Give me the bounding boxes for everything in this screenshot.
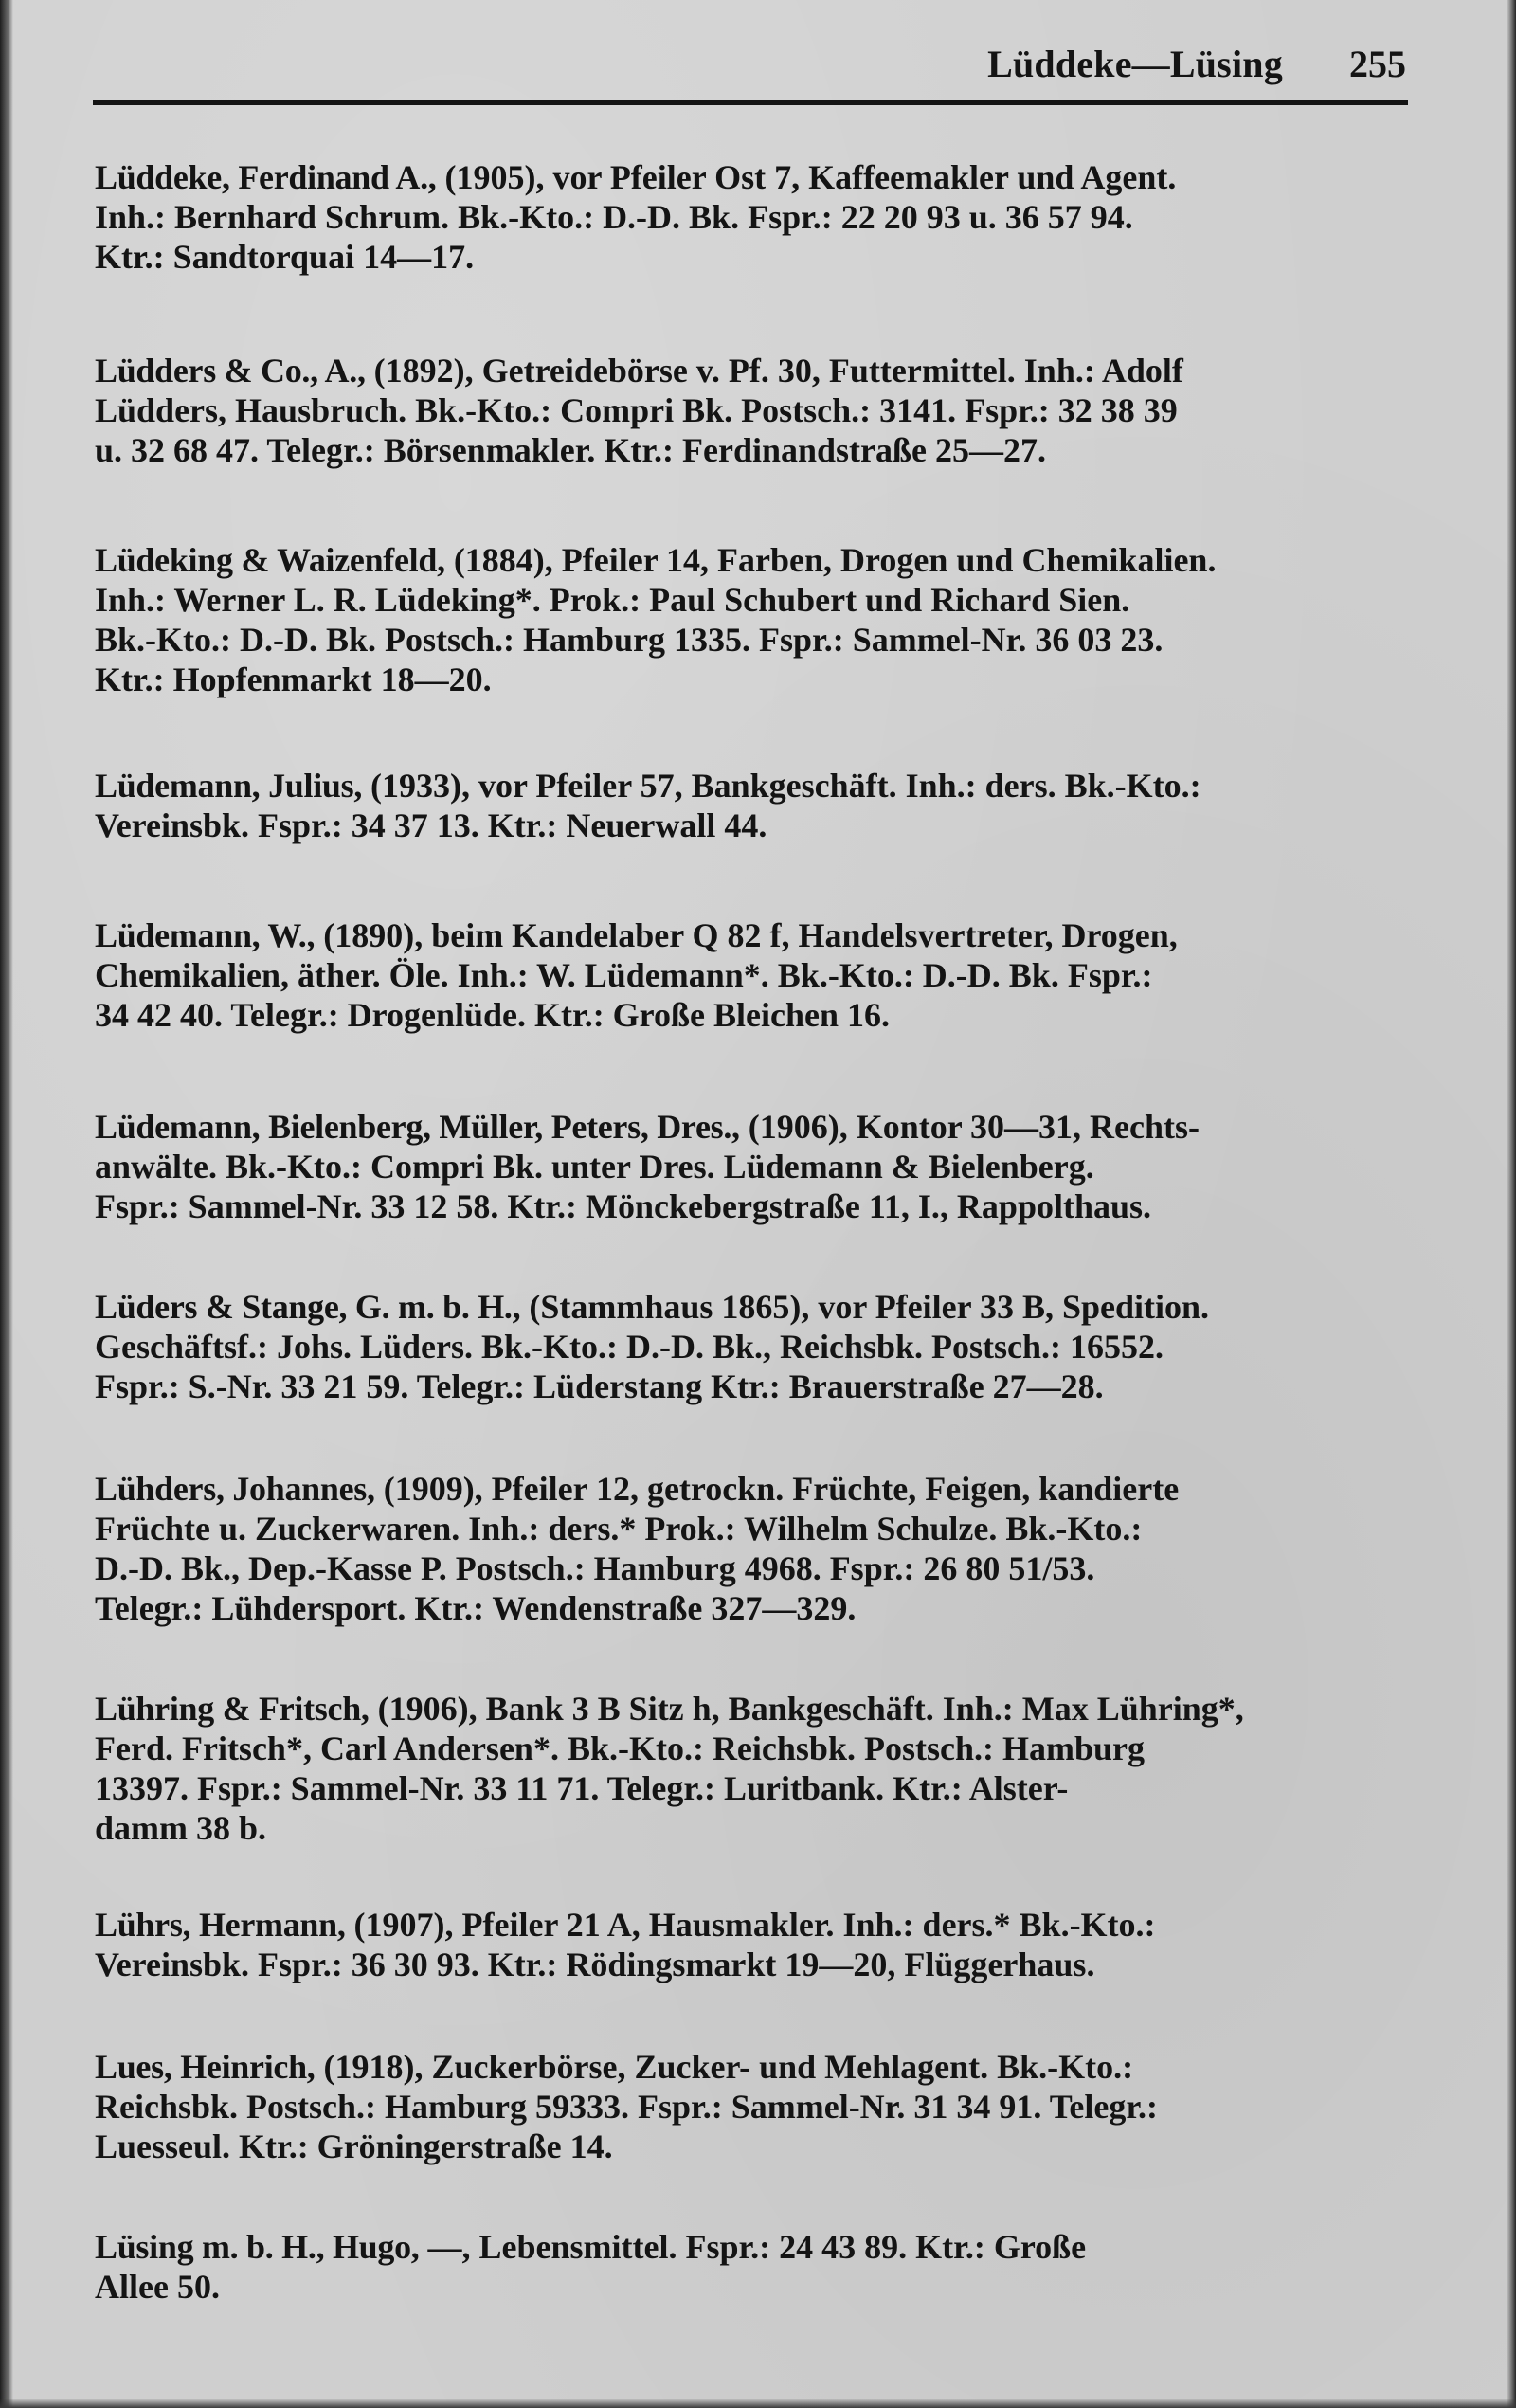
- entry-line: Telegr.: Lühdersport. Ktr.: Wendenstraße 327—329.: [95, 1589, 857, 1627]
- entry-name: Lüsing m. b. H., Hugo,: [95, 2228, 420, 2266]
- entry-name: Lüdemann, Bielenberg, Müller, Peters, Dres.,: [95, 1108, 740, 1146]
- entry-line: (1933), vor Pfeiler 57, Bankgeschäft. Inh.: ders. Bk.-Kto.:: [370, 767, 1201, 805]
- entry-line: (1906), Bank 3 B Sitz h, Bankgeschäft. Inh.: Max Lühring*,: [377, 1690, 1244, 1728]
- entry-line: Ktr.: Hopfenmarkt 18—20.: [95, 661, 492, 698]
- directory-entry: [95, 157, 1419, 277]
- entry-name: Lüddeke, Ferdinand A.,: [95, 158, 437, 196]
- entry-line: —, Lebensmittel. Fspr.: 24 43 89. Ktr.: Große: [427, 2228, 1087, 2266]
- directory-entry: [95, 915, 1419, 1035]
- entry-line: (1884), Pfeiler 14, Farben, Drogen und Chemikalien.: [453, 541, 1217, 579]
- entry-line: Inh.: Werner L. R. Lüdeking*. Prok.: Paul Schubert und Richard Sien.: [95, 581, 1130, 619]
- entry-line: Luesseul. Ktr.: Gröningerstraße 14.: [95, 2127, 613, 2165]
- entry-line: damm 38 b.: [95, 1809, 267, 1847]
- entry-line: Vereinsbk. Fspr.: 36 30 93. Ktr.: Rödingsmarkt 19—20, Flüggerhaus.: [95, 1946, 1095, 1983]
- page-header: [93, 36, 1408, 93]
- entry-line: (1918), Zuckerbörse, Zucker- und Mehlagent. Bk.-Kto.:: [323, 2048, 1134, 2086]
- directory-entry: [95, 2227, 1419, 2307]
- entry-line: u. 32 68 47. Telegr.: Börsenmakler. Ktr.: Ferdinandstraße 25—27.: [95, 431, 1047, 469]
- entry-name: Lühring & Fritsch,: [95, 1690, 370, 1728]
- entry-line: (1909), Pfeiler 12, getrockn. Früchte, Feigen, kandierte: [383, 1470, 1180, 1508]
- entry-line: 13397. Fspr.: Sammel-Nr. 33 11 71. Telegr.: Luritbank. Ktr.: Alster-: [95, 1769, 1069, 1807]
- entry-line: Bk.-Kto.: D.-D. Bk. Postsch.: Hamburg 1335. Fspr.: Sammel-Nr. 36 03 23.: [95, 621, 1164, 659]
- entry-line: (1905), vor Pfeiler Ost 7, Kaffeemakler und Agent.: [444, 158, 1177, 196]
- entry-name: Lührs, Hermann,: [95, 1906, 346, 1944]
- entry-line: Fspr.: Sammel-Nr. 33 12 58. Ktr.: Mönckebergstraße 11, I., Rappolthaus.: [95, 1187, 1152, 1225]
- entry-line: Fspr.: S.-Nr. 33 21 59. Telegr.: Lüderstang Ktr.: Brauerstraße 27—28.: [95, 1367, 1104, 1405]
- directory-entry: [95, 540, 1419, 699]
- directory-entry: [95, 351, 1419, 470]
- entry-line: Vereinsbk. Fspr.: 34 37 13. Ktr.: Neuerwall 44.: [95, 806, 767, 844]
- entry-line: (Stammhaus 1865), vor Pfeiler 33 B, Spedition.: [529, 1288, 1210, 1326]
- entry-line: Geschäftsf.: Johs. Lüders. Bk.-Kto.: D.-D. Bk., Reichsbk. Postsch.: 16552.: [95, 1328, 1164, 1366]
- entry-line: (1907), Pfeiler 21 A, Hausmakler. Inh.: ders.* Bk.-Kto.:: [353, 1906, 1156, 1944]
- scan-edge-right: [1507, 0, 1516, 2408]
- entry-line: Allee 50.: [95, 2268, 220, 2306]
- entry-line: Chemikalien, äther. Öle. Inh.: W. Lüdemann*. Bk.-Kto.: D.-D. Bk. Fspr.:: [95, 956, 1153, 994]
- entry-name: Lüdemann, W.,: [95, 916, 316, 954]
- directory-entry: [95, 1287, 1419, 1406]
- entry-name: Lühders, Johannes,: [95, 1470, 375, 1508]
- entry-name: Lüders & Stange, G. m. b. H.,: [95, 1288, 521, 1326]
- entry-line: anwälte. Bk.-Kto.: Compri Bk. unter Dres. Lüdemann & Bielenberg.: [95, 1148, 1094, 1186]
- entry-line: Lüdders, Hausbruch. Bk.-Kto.: Compri Bk. Postsch.: 3141. Fspr.: 32 38 39: [95, 391, 1178, 429]
- entry-line: (1906), Kontor 30—31, Rechts-: [748, 1108, 1200, 1146]
- header-rule: [93, 100, 1408, 105]
- directory-entry: [95, 2047, 1419, 2166]
- scan-edge-bottom: [0, 2399, 1516, 2408]
- entry-name: Lüdders & Co., A.,: [95, 352, 366, 389]
- entry-line: D.-D. Bk., Dep.-Kasse P. Postsch.: Hamburg 4968. Fspr.: 26 80 51/53.: [95, 1549, 1095, 1587]
- directory-entry: [95, 1689, 1419, 1848]
- running-head: Lüddeke—Lüsing: [987, 43, 1283, 85]
- directory-entry: [95, 766, 1419, 845]
- scan-edge-left: [0, 0, 13, 2408]
- entry-name: Lüdemann, Julius,: [95, 767, 363, 805]
- entry-line: Ktr.: Sandtorquai 14—17.: [95, 238, 475, 276]
- entry-line: (1890), beim Kandelaber Q 82 f, Handelsvertreter, Drogen,: [323, 916, 1178, 954]
- entry-name: Lues, Heinrich,: [95, 2048, 316, 2086]
- entry-line: Früchte u. Zuckerwaren. Inh.: ders.* Prok.: Wilhelm Schulze. Bk.-Kto.:: [95, 1510, 1143, 1548]
- entry-line: Reichsbk. Postsch.: Hamburg 59333. Fspr.: Sammel-Nr. 31 34 91. Telegr.:: [95, 2088, 1159, 2126]
- entry-line: Ferd. Fritsch*, Carl Andersen*. Bk.-Kto.: Reichsbk. Postsch.: Hamburg: [95, 1729, 1145, 1767]
- page-number: 255: [1349, 43, 1406, 85]
- entry-line: (1892), Getreidebörse v. Pf. 30, Futtermittel. Inh.: Adolf: [373, 352, 1183, 389]
- directory-entry: [95, 1107, 1419, 1226]
- entry-line: 34 42 40. Telegr.: Drogenlüde. Ktr.: Große Bleichen 16.: [95, 996, 891, 1034]
- directory-entry: [95, 1469, 1419, 1628]
- entry-name: Lüdeking & Waizenfeld,: [95, 541, 445, 579]
- entry-line: Inh.: Bernhard Schrum. Bk.-Kto.: D.-D. Bk. Fspr.: 22 20 93 u. 36 57 94.: [95, 198, 1133, 236]
- directory-entry: [95, 1905, 1419, 1984]
